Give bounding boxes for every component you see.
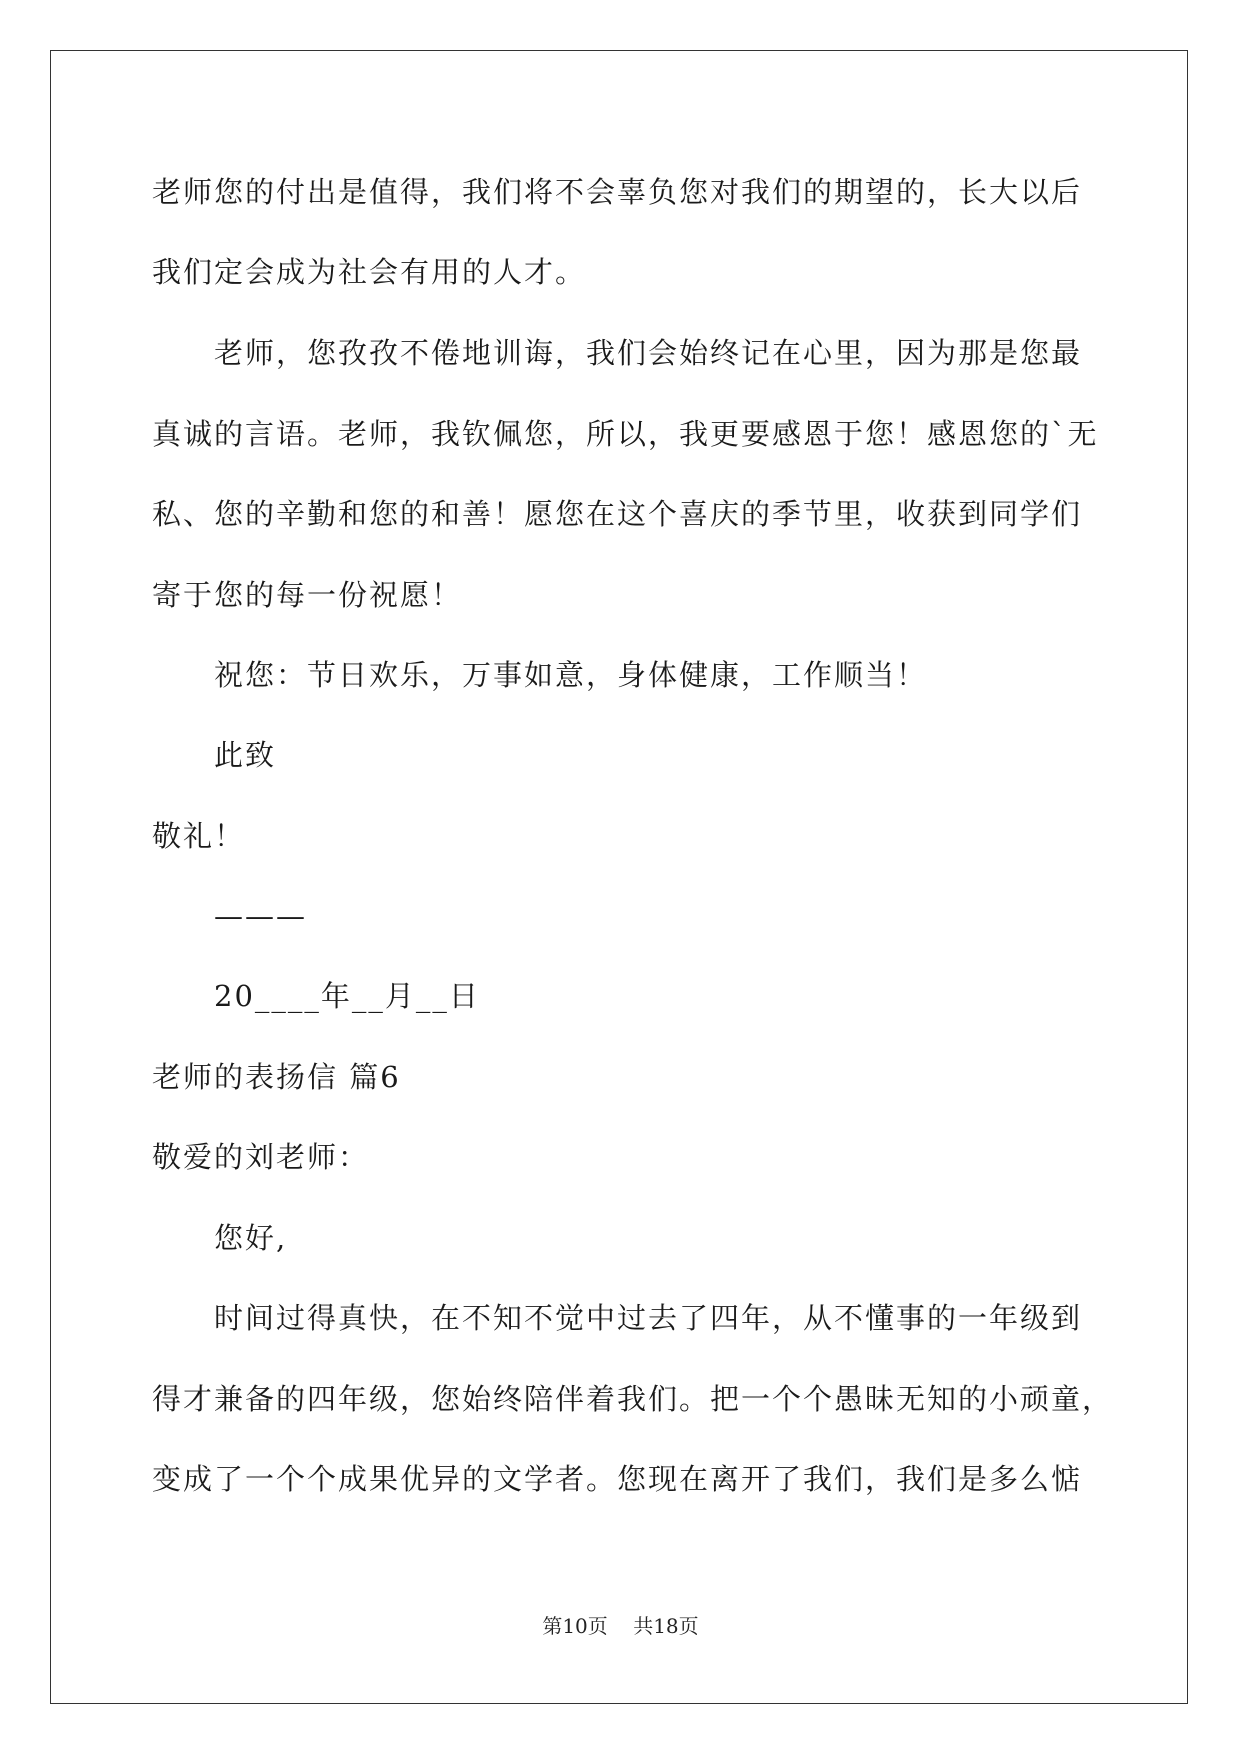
date-line: 20____年__月__日 bbox=[214, 979, 480, 1013]
greeting: 您好, bbox=[214, 1221, 288, 1255]
text-line: 时间过得真快，在不知不觉中过去了四年，从不懂事的一年级到 bbox=[214, 1301, 1083, 1335]
text-line: 老师您的付出是值得，我们将不会辜负您对我们的期望的，长大以后 bbox=[152, 175, 1083, 209]
text-line: 寄于您的每一份祝愿！ bbox=[152, 578, 463, 612]
section-title: 老师的表扬信 篇6 bbox=[152, 1060, 401, 1094]
text-line: 敬礼！ bbox=[152, 819, 246, 853]
text-line: 老师，您孜孜不倦地训诲，我们会始终记在心里，因为那是您最 bbox=[214, 336, 1083, 370]
signature-line: ——— bbox=[214, 899, 307, 933]
text-line: 我们定会成为社会有用的人才。 bbox=[152, 255, 587, 289]
salutation: 敬爱的刘老师： bbox=[152, 1140, 370, 1174]
text-line: 得才兼备的四年级，您始终陪伴着我们。把一个个愚昧无知的小顽童， bbox=[152, 1382, 1114, 1416]
text-line: 私、您的辛勤和您的和善！愿您在这个喜庆的季节里，收获到同学们 bbox=[152, 497, 1083, 531]
text-line: 真诚的言语。老师，我钦佩您，所以，我更要感恩于您！感恩您的`无 bbox=[152, 417, 1099, 451]
text-line: 祝您：节日欢乐，万事如意，身体健康，工作顺当！ bbox=[214, 658, 928, 692]
page-frame bbox=[50, 50, 1188, 1704]
page-number: 第10页 共18页 bbox=[542, 1614, 699, 1638]
text-line: 变成了一个个成果优异的文学者。您现在离开了我们，我们是多么惦 bbox=[152, 1462, 1083, 1496]
text-line: 此致 bbox=[214, 738, 277, 772]
